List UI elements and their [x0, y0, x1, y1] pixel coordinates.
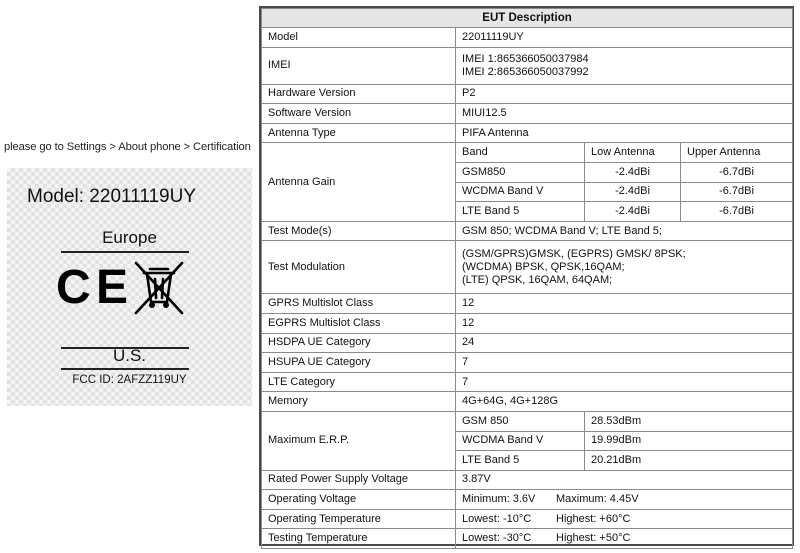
row-value: 7	[456, 353, 793, 373]
row-value	[456, 509, 793, 529]
row-value: 22011119UY	[456, 28, 793, 48]
row-value: MIUI12.5	[456, 104, 793, 124]
modulation-line: (LTE) QPSK, 16QAM, 64QAM;	[462, 273, 613, 286]
table-row	[262, 104, 793, 124]
imei-1-value: IMEI 1:865366050037984	[462, 52, 589, 65]
row-value: 12	[456, 313, 793, 333]
erp-value: 20.21dBm	[585, 451, 793, 471]
max-voltage: Maximum: 4.45V	[556, 493, 639, 506]
row-label: Model	[262, 28, 456, 48]
row-label: Antenna Type	[262, 123, 456, 143]
ce-mark-text: CE	[56, 261, 128, 309]
gain-band: LTE Band 5	[456, 202, 585, 222]
row-value: 12	[456, 294, 793, 314]
row-label: Operating Voltage	[262, 490, 456, 510]
row-value	[456, 241, 793, 294]
table-row	[262, 509, 793, 529]
row-label: Testing Temperature	[262, 529, 456, 549]
row-label: Test Mode(s)	[262, 221, 456, 241]
gain-low: -2.4dBi	[585, 162, 681, 182]
row-value: PIFA Antenna	[456, 123, 793, 143]
gain-header-band: Band	[456, 143, 585, 163]
table-row	[262, 470, 793, 490]
gain-upper: -6.7dBi	[681, 202, 793, 222]
table-row	[262, 353, 793, 373]
table-row	[262, 221, 793, 241]
label-model-text: Model: 22011119UY	[27, 186, 197, 207]
row-value: GSM 850; WCDMA Band V; LTE Band 5;	[456, 221, 793, 241]
eut-description-table	[261, 8, 793, 549]
row-value: 7	[456, 372, 793, 392]
min-voltage: Minimum: 3.6V	[462, 493, 536, 506]
regulatory-label-image	[7, 168, 252, 406]
table-row	[262, 84, 793, 104]
highest-temp: Highest: +50°C	[556, 532, 631, 545]
erp-band: LTE Band 5	[456, 451, 585, 471]
row-label: GPRS Multislot Class	[262, 294, 456, 314]
settings-path-caption: please go to Settings > About phone > Certification	[4, 141, 251, 153]
lowest-temp: Lowest: -30°C	[462, 532, 532, 545]
row-label: Antenna Gain	[262, 143, 456, 221]
row-label: HSUPA UE Category	[262, 353, 456, 373]
erp-band: WCDMA Band V	[456, 431, 585, 451]
erp-band: GSM 850	[456, 411, 585, 431]
table-row	[262, 529, 793, 549]
row-label: HSDPA UE Category	[262, 333, 456, 353]
row-value	[456, 47, 793, 84]
imei-2-value: IMEI 2:865366050037992	[462, 65, 589, 78]
gain-upper: -6.7dBi	[681, 162, 793, 182]
table-row	[262, 333, 793, 353]
table-row	[262, 372, 793, 392]
lowest-temp: Lowest: -10°C	[462, 512, 532, 525]
label-fcc-id: FCC ID: 2AFZZ119UY	[72, 374, 187, 386]
gain-low: -2.4dBi	[585, 182, 681, 202]
table-header-row	[262, 9, 793, 28]
row-value: 4G+64G, 4G+128G	[456, 392, 793, 412]
row-label: LTE Category	[262, 372, 456, 392]
gain-band: GSM850	[456, 162, 585, 182]
gain-upper: -6.7dBi	[681, 182, 793, 202]
label-divider	[61, 251, 189, 253]
erp-value: 19.99dBm	[585, 431, 793, 451]
table-row	[262, 411, 793, 431]
table-row	[262, 490, 793, 510]
table-row	[262, 123, 793, 143]
gain-band: WCDMA Band V	[456, 182, 585, 202]
gain-header-upper: Upper Antenna	[681, 143, 793, 163]
table-row	[262, 241, 793, 294]
erp-value: 28.53dBm	[585, 411, 793, 431]
table-row	[262, 47, 793, 84]
gain-header-low: Low Antenna	[585, 143, 681, 163]
label-region-europe: Europe	[102, 228, 157, 247]
row-value	[456, 490, 793, 510]
row-label: Test Modulation	[262, 241, 456, 294]
row-value	[456, 529, 793, 549]
table-row	[262, 313, 793, 333]
table-row	[262, 392, 793, 412]
row-value: 24	[456, 333, 793, 353]
row-value: P2	[456, 84, 793, 104]
row-value: 3.87V	[456, 470, 793, 490]
row-label: Software Version	[262, 104, 456, 124]
table-row	[262, 143, 793, 163]
row-label: EGPRS Multislot Class	[262, 313, 456, 333]
ce-mark-icon	[55, 261, 135, 309]
row-label: Memory	[262, 392, 456, 412]
row-label: Maximum E.R.P.	[262, 411, 456, 470]
modulation-line: (GSM/GPRS)GMSK, (EGPRS) GMSK/ 8PSK;	[462, 247, 686, 260]
table-title: EUT Description	[262, 9, 793, 28]
row-label: Rated Power Supply Voltage	[262, 470, 456, 490]
label-divider	[61, 368, 189, 370]
label-region-us: U.S.	[112, 346, 147, 365]
modulation-line: (WCDMA) BPSK, QPSK,16QAM;	[462, 260, 625, 273]
table-row	[262, 28, 793, 48]
highest-temp: Highest: +60°C	[556, 512, 631, 525]
row-label: Hardware Version	[262, 84, 456, 104]
row-label: Operating Temperature	[262, 509, 456, 529]
weee-crossed-bin-icon	[133, 260, 185, 316]
table-row	[262, 294, 793, 314]
row-label: IMEI	[262, 47, 456, 84]
gain-low: -2.4dBi	[585, 202, 681, 222]
